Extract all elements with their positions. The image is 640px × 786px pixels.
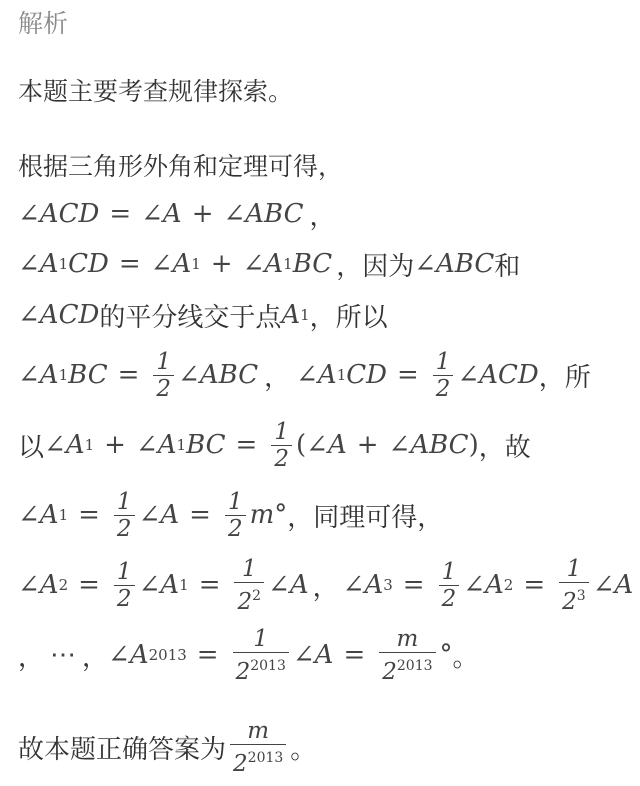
plus-sign: + xyxy=(356,430,379,460)
angle-symbol: ∠ xyxy=(18,570,40,600)
equals-sign: = xyxy=(343,640,366,670)
power-base: 2 xyxy=(562,588,577,615)
formula-line-7 xyxy=(18,484,626,546)
angle-symbol: ∠ xyxy=(141,199,163,229)
angle-symbol: ∠ xyxy=(463,570,485,600)
math-term: A xyxy=(281,300,301,330)
subscript: 1 xyxy=(336,366,347,384)
fraction xyxy=(271,419,292,472)
subscript: 1 xyxy=(58,506,69,524)
angle-symbol: ∠ xyxy=(242,249,265,279)
numerator: 1 xyxy=(274,418,289,445)
numerator: 1 xyxy=(566,555,582,582)
subscript: 1 xyxy=(191,255,201,273)
angle-symbol: ∠ xyxy=(268,570,290,600)
math-term: A xyxy=(364,570,384,600)
fraction xyxy=(225,489,246,542)
angle-symbol: ∠ xyxy=(18,199,40,229)
denominator xyxy=(234,582,264,615)
numerator: 1 xyxy=(227,488,243,515)
math-term: BC xyxy=(186,430,226,460)
plus-sign: + xyxy=(210,249,233,279)
equals-sign: = xyxy=(198,570,221,600)
fraction xyxy=(379,626,435,685)
formula-line-4 xyxy=(18,297,626,333)
math-term: A xyxy=(39,570,59,600)
subscript: 1 xyxy=(84,436,95,454)
numerator: m xyxy=(396,625,419,652)
heading-text: 解析 xyxy=(18,9,69,38)
text-so: ，所以 xyxy=(309,302,388,333)
fraction xyxy=(439,559,460,612)
formula-line-3 xyxy=(18,246,626,282)
text-so: ，所 xyxy=(538,362,591,393)
denominator xyxy=(379,652,435,685)
subscript: 1 xyxy=(283,255,293,273)
math-term: A xyxy=(160,570,180,600)
numerator: 1 xyxy=(241,555,257,582)
subscript: 2013 xyxy=(148,646,187,664)
angle-symbol: ∠ xyxy=(592,570,615,600)
math-term: ACD xyxy=(39,199,100,229)
fraction xyxy=(153,349,174,402)
math-term: A xyxy=(129,640,149,670)
angle-symbol: ∠ xyxy=(18,360,40,390)
conclusion-text: 故本题正确答案为 xyxy=(18,734,227,765)
math-term: A xyxy=(485,570,504,600)
text-so: 以 xyxy=(18,432,45,463)
paren-close: ) xyxy=(468,430,479,460)
math-term: ACD xyxy=(39,300,100,330)
equals-sign: = xyxy=(189,500,211,530)
math-term: A xyxy=(39,249,59,279)
denominator: 2 xyxy=(439,585,460,612)
fraction xyxy=(234,556,264,615)
math-term: ACD xyxy=(479,360,539,390)
numerator: 1 xyxy=(435,348,451,375)
subscript: 1 xyxy=(300,306,310,324)
numerator: 1 xyxy=(116,488,132,515)
comma: ， xyxy=(312,572,339,603)
equals-sign: = xyxy=(235,430,258,460)
comma: ， xyxy=(18,642,45,673)
math-term: A xyxy=(327,430,347,460)
angle-symbol: ∠ xyxy=(178,360,200,390)
math-term: A xyxy=(39,500,59,530)
angle-symbol: ∠ xyxy=(18,249,40,279)
comma: ， xyxy=(82,642,109,673)
exponent: 2 xyxy=(252,587,262,604)
equals-sign: = xyxy=(196,640,219,670)
math-term: m xyxy=(249,500,275,530)
equals-sign: = xyxy=(118,249,141,279)
formula-line-5 xyxy=(18,344,626,406)
numerator: 1 xyxy=(441,558,457,585)
angle-symbol: ∠ xyxy=(138,570,161,600)
math-term: A xyxy=(614,570,634,600)
fraction xyxy=(559,556,589,615)
math-term: CD xyxy=(346,360,387,390)
intro-text: 本题主要考查规律探索。 xyxy=(18,77,294,106)
angle-symbol: ∠ xyxy=(292,640,315,670)
math-term: ABC xyxy=(245,199,304,229)
denominator xyxy=(233,652,289,685)
numerator: 1 xyxy=(156,348,172,375)
angle-symbol: ∠ xyxy=(223,199,246,229)
comma: ， xyxy=(336,251,363,282)
comma: ， xyxy=(309,201,336,232)
math-term: A xyxy=(39,360,59,390)
angle-symbol: ∠ xyxy=(342,570,365,600)
subscript: 2 xyxy=(503,576,514,594)
denominator: 2 xyxy=(225,515,246,542)
numerator: 1 xyxy=(253,625,269,652)
denominator: 2 xyxy=(114,585,135,612)
formula-line-9 xyxy=(18,624,626,686)
denominator xyxy=(230,744,286,777)
exponent: 2013 xyxy=(396,657,433,674)
text-and: 和 xyxy=(494,251,521,282)
fraction xyxy=(433,349,454,402)
power-base: 2 xyxy=(235,658,251,685)
angle-symbol: ∠ xyxy=(388,430,411,460)
subscript: 3 xyxy=(383,576,393,594)
equals-sign: = xyxy=(397,360,419,390)
denominator: 2 xyxy=(114,515,135,542)
text-line-1 xyxy=(18,147,626,183)
power-base: 2 xyxy=(382,658,397,685)
formula-line-8 xyxy=(18,554,634,616)
period: 。 xyxy=(290,734,317,765)
paren-open: ( xyxy=(295,430,307,460)
exponent: 3 xyxy=(576,587,586,604)
math-term: BC xyxy=(292,249,333,279)
exponent: 2013 xyxy=(250,657,286,674)
math-term: ABC xyxy=(436,249,495,279)
math-term: ABC xyxy=(410,430,469,460)
math-term: A xyxy=(172,249,192,279)
exponent: 2013 xyxy=(247,749,284,766)
formula-line-2 xyxy=(18,196,626,232)
denominator: 2 xyxy=(153,375,174,402)
power-base: 2 xyxy=(237,588,253,615)
math-term: A xyxy=(314,640,334,670)
angle-symbol: ∠ xyxy=(138,500,161,530)
plus-sign: + xyxy=(191,199,214,229)
plus-sign: + xyxy=(104,430,126,460)
angle-symbol: ∠ xyxy=(44,430,66,460)
math-term: A xyxy=(157,430,177,460)
math-term: BC xyxy=(68,360,108,390)
math-term: A xyxy=(160,500,180,530)
fraction xyxy=(233,626,289,685)
fraction xyxy=(230,718,286,777)
text-similarly: ，同理可得， xyxy=(287,502,444,533)
power-base: 2 xyxy=(233,750,248,777)
numerator: m xyxy=(247,717,270,744)
equals-sign: = xyxy=(78,500,100,530)
fraction xyxy=(114,559,135,612)
ellipsis: ⋯ xyxy=(50,640,77,670)
fraction xyxy=(114,489,135,542)
numerator: 1 xyxy=(116,558,132,585)
angle-symbol: ∠ xyxy=(18,300,40,330)
math-term: A xyxy=(289,570,309,600)
denominator: 2 xyxy=(433,375,454,402)
conclusion-line xyxy=(18,716,626,778)
angle-symbol: ∠ xyxy=(296,360,318,390)
period: 。 xyxy=(452,642,479,673)
math-term: A xyxy=(65,430,85,460)
math-term: A xyxy=(162,199,182,229)
angle-symbol: ∠ xyxy=(306,430,328,460)
math-term: A xyxy=(264,249,284,279)
equals-sign: = xyxy=(78,570,100,600)
math-term: CD xyxy=(68,249,109,279)
subscript: 1 xyxy=(179,576,189,594)
text-bisector: 的平分线交于点 xyxy=(99,302,282,333)
subscript: 1 xyxy=(58,255,69,273)
equals-sign: = xyxy=(523,570,546,600)
angle-symbol: ∠ xyxy=(414,249,437,279)
degree-symbol: ° xyxy=(439,640,453,670)
denominator xyxy=(559,582,589,615)
subscript: 1 xyxy=(58,366,69,384)
equals-sign: = xyxy=(117,360,140,390)
text-because: 因为 xyxy=(362,251,415,282)
intro-paragraph xyxy=(18,72,626,108)
text-therefore: ，故 xyxy=(478,432,531,463)
angle-symbol: ∠ xyxy=(108,640,130,670)
equals-sign: = xyxy=(402,570,425,600)
subscript: 1 xyxy=(176,436,187,454)
degree-symbol: ° xyxy=(274,500,288,530)
comma: ， xyxy=(264,362,291,393)
angle-symbol: ∠ xyxy=(135,430,158,460)
formula-line-6 xyxy=(18,414,626,476)
line-1-text: 根据三角形外角和定理可得， xyxy=(18,152,344,181)
math-term: A xyxy=(317,360,337,390)
equals-sign: = xyxy=(109,199,132,229)
angle-symbol: ∠ xyxy=(18,500,40,530)
math-term: ABC xyxy=(199,360,259,390)
subscript: 2 xyxy=(58,576,69,594)
section-heading xyxy=(18,4,626,40)
denominator: 2 xyxy=(271,445,292,472)
angle-symbol: ∠ xyxy=(457,360,480,390)
angle-symbol: ∠ xyxy=(150,249,173,279)
